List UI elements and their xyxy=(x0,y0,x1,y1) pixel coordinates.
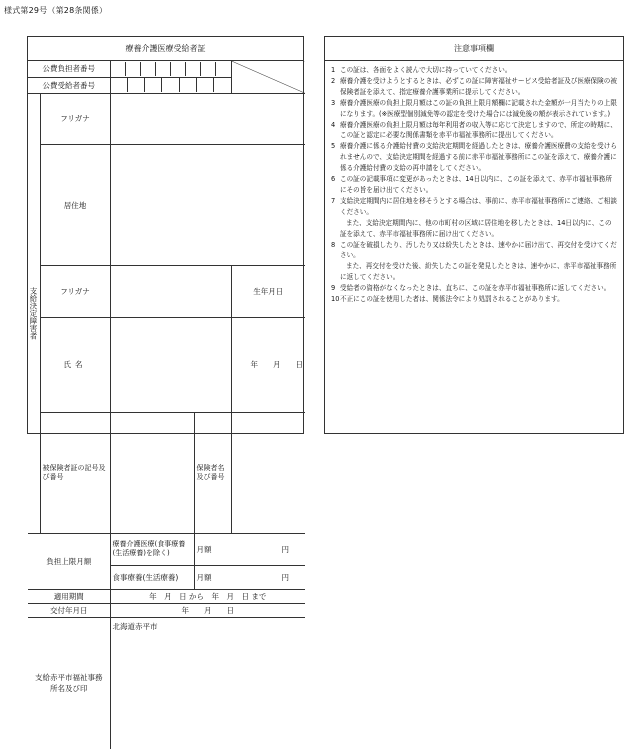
name-label: 氏名 xyxy=(40,317,110,412)
address-label: 居住地 xyxy=(40,145,110,266)
office-label xyxy=(28,617,110,749)
note-text: 療養介護に係る介護給付費の支給決定期間を経過したときは、療養介護医療費の支給を受けられませんので、支給決定期間を経過する前に赤平市福祉事務所にこの証を添えて、療養介護に係る介護給付費の支給の再申請をしてください。 xyxy=(340,141,617,174)
note-text: 療養介護医療の負担上限月額はこの証の負担上限月額欄に記載された金額が一月当たりの上限になります。(※医療型個別減免等の認定を受けた場合には減免後の額が表示されています。) xyxy=(340,98,617,120)
notes-list xyxy=(325,61,623,305)
decided-person-section: 支給決定障害者 xyxy=(28,93,40,533)
note-text: この証の記載事項に変更があったときは、14日以内に、この証を添えて、赤平市福祉事務所にその旨を届け出てください。 xyxy=(340,174,617,196)
period-label xyxy=(28,589,110,603)
limit-label xyxy=(28,533,110,589)
recipient-number-label: 公費受給者番号 xyxy=(28,77,110,93)
birth-date-label: 生年月日 xyxy=(231,266,305,318)
note-text: また、支給決定期間内に、他の市町村の区域に居住地を移したときは、14日以内に、この証を添えて、赤平市福祉事務所に届け出てください。 xyxy=(340,218,617,240)
note-number: 2 xyxy=(331,76,340,98)
note-item xyxy=(331,218,617,240)
note-number: 10 xyxy=(331,294,340,305)
address-field[interactable] xyxy=(110,145,305,266)
note-text: また、再交付を受けた後、紛失したこの証を発見したときは、速やかに、赤平市福祉事務所に返してください。 xyxy=(340,261,617,283)
note-item xyxy=(331,174,617,196)
notes-panel xyxy=(324,36,624,434)
note-text: 受給者の資格がなくなったときは、直ちに、この証を赤平市福祉事務所に返してください。 xyxy=(340,283,617,294)
note-item xyxy=(331,120,617,142)
limit-row1-label xyxy=(110,533,194,565)
note-item xyxy=(331,261,617,283)
note-item xyxy=(331,196,617,218)
note-item xyxy=(331,294,617,305)
certificate-panel xyxy=(27,36,304,434)
note-number xyxy=(331,218,340,240)
payer-number-label: 公費負担者番号 xyxy=(28,61,110,77)
note-text: 療養介護を受けようとするときは、必ずこの証に障害福祉サービス受給者証及び医療保険の被保険者証を添えて、指定療養介護事業所に提示してください。 xyxy=(340,76,617,98)
diagonal-blank-cell xyxy=(231,61,305,93)
notes-title: 注意事項欄 xyxy=(325,37,623,61)
furigana-field[interactable] xyxy=(110,93,305,145)
note-item xyxy=(331,76,617,98)
name-field[interactable] xyxy=(110,317,231,412)
insurance-card-label: 被保険者証の記号及び番号 xyxy=(40,412,110,533)
issue-date-label xyxy=(28,603,110,617)
note-number: 1 xyxy=(331,65,340,76)
period-field[interactable] xyxy=(110,589,305,603)
note-number: 6 xyxy=(331,174,340,196)
note-item xyxy=(331,98,617,120)
limit-row1-field[interactable] xyxy=(194,533,305,565)
note-text: 支給決定期間内に居住地を移そうとする場合は、事前に、赤平市福祉事務所にご連絡、ご相談ください。 xyxy=(340,196,617,218)
insurer-field[interactable] xyxy=(231,412,305,533)
note-number xyxy=(331,261,340,283)
note-text: 療養介護医療の負担上限月額は毎年利用者の収入等に応じて決定しますので、所定の時期に、この証と認定に必要な関係書類を赤平市福祉事務所に提出してください。 xyxy=(340,120,617,142)
form-number: 様式第29号（第28条関係） xyxy=(4,5,107,16)
note-number: 5 xyxy=(331,141,340,174)
note-item xyxy=(331,240,617,262)
note-number: 7 xyxy=(331,196,340,218)
note-text: この証は、各面をよく読んで大切に持っていてください。 xyxy=(340,65,617,76)
birth-date-field[interactable]: 年 月 日 xyxy=(231,317,305,412)
note-text: この証を破損したり、汚したり又は紛失したときは、速やかに届け出て、再交付を受けてください。 xyxy=(340,240,617,262)
certificate-title: 療養介護医療受給者証 xyxy=(28,37,303,61)
payer-number-field[interactable] xyxy=(110,61,231,77)
note-number: 3 xyxy=(331,98,340,120)
insurer-label: 保険者名及び番号 xyxy=(194,412,231,533)
furigana2-field[interactable] xyxy=(110,266,231,318)
note-number: 8 xyxy=(331,240,340,262)
limit-row2-field[interactable] xyxy=(194,565,305,589)
insurance-card-field[interactable] xyxy=(110,412,194,533)
furigana-label: フリガナ xyxy=(40,93,110,145)
note-number: 4 xyxy=(331,120,340,142)
certificate-table xyxy=(28,61,305,749)
note-item xyxy=(331,141,617,174)
recipient-number-field[interactable] xyxy=(110,77,231,93)
note-item xyxy=(331,283,617,294)
issue-date-field[interactable] xyxy=(110,603,305,617)
note-text: 不正にこの証を使用した者は、関係法令により処罰されることがあります。 xyxy=(340,294,617,305)
office-name xyxy=(110,617,305,749)
note-item xyxy=(331,65,617,76)
furigana2-label: フリガナ xyxy=(40,266,110,318)
limit-row2-label xyxy=(110,565,194,589)
note-number: 9 xyxy=(331,283,340,294)
